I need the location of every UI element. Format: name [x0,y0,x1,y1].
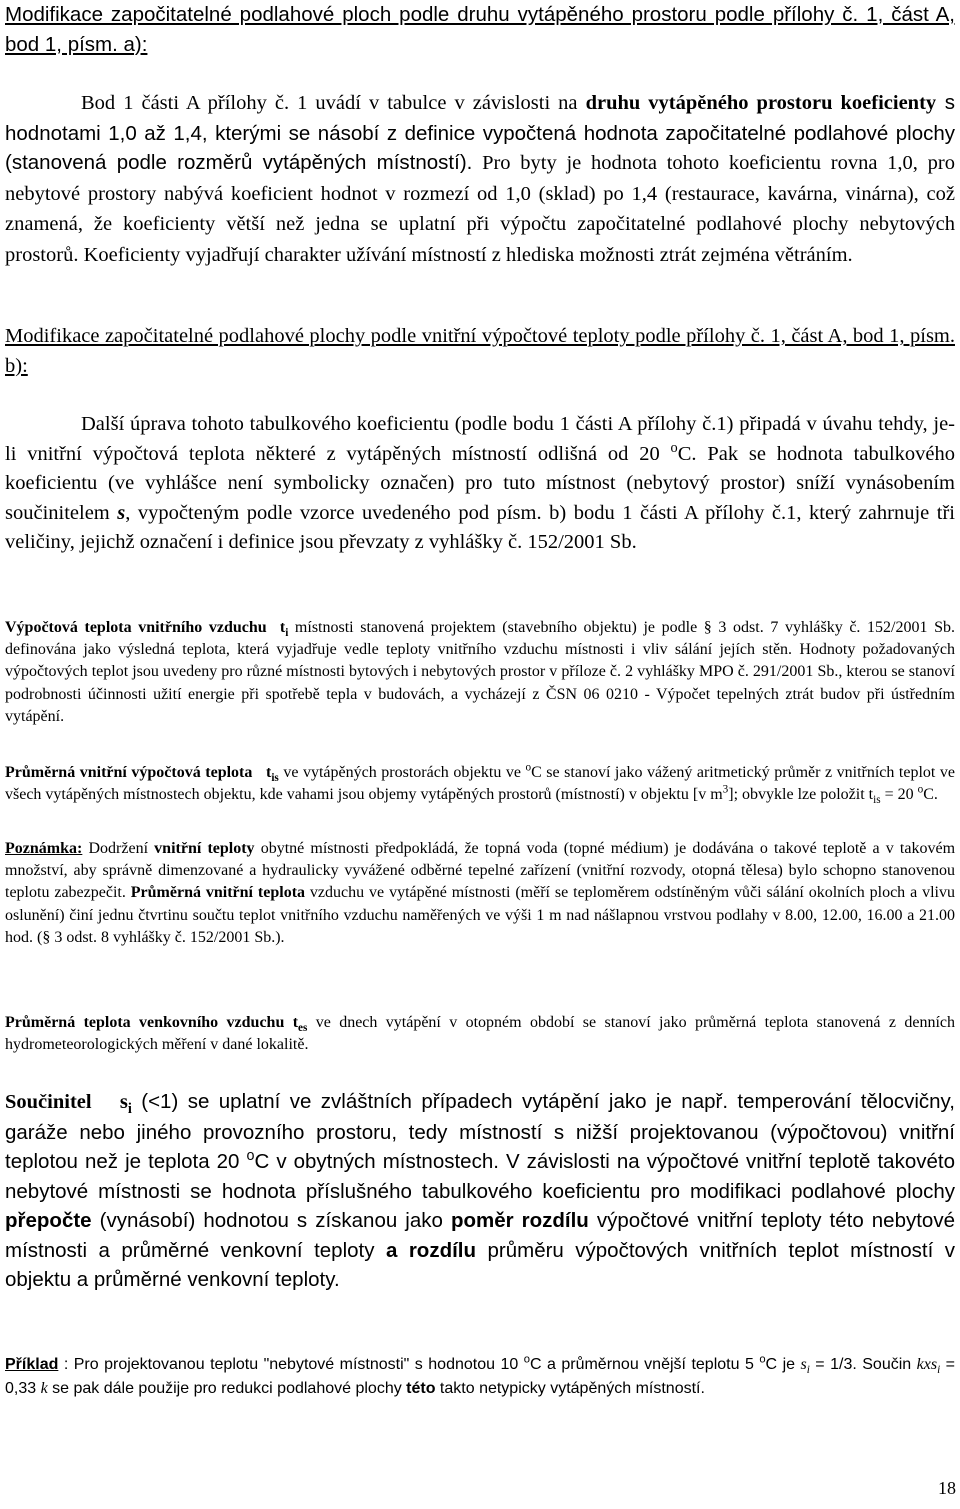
section-b-paragraph [5,410,955,558]
cubic-mark: 3 [722,783,729,796]
coef-text-5: průměru výpočtových vnitřních teplot místností v objektu a průměrné venkovní teploty. [5,1238,955,1291]
definition-ti [5,617,955,728]
example-text-7: takto netypicky vytápěných místností. [435,1379,705,1397]
note-text-2: obytné místnosti předpokládá, že topná voda (topné médium) je dodávána o takové teplotě a v takovém množství, aby správně dimenzované a hydraulicky vyvážené odběrné tepelné zařízení (vnitřní rozvody, otopná tělesa) bylo schopno stanovenou teplotu zabezpečit. [5,840,956,902]
coef-bold-3: a rozdílu [385,1238,477,1262]
coef-text-4: výpočtové vnitřní teploty této nebytové místnosti a průměrné venkovní teploty [5,1209,955,1262]
tes-text: ve dnech vytápění v otopném období se stanoví jako průměrná teplota stanovená z denních hydrometeorologických měření v dané lokalitě. [5,1014,956,1054]
example-text-3: C je [765,1356,801,1373]
section-a-heading: Modifikace započitatelné podlahové ploch podle druhu vytápěného prostoru podle přílohy č. 1, část A, bod 1, písm. a): [5,3,955,56]
coef-text-3: (vynásobí) hodnotou s získanou jako [91,1209,451,1232]
section-b-text-1: Další úprava tohoto tabulkového koeficientu (podle bodu 1 části A přílohy č.1) připadá v úvahu tehdy, je-li vnitřní výpočtová teplota některé z vytápěných místností odlišná od 20 [5,413,955,465]
section-b-text-3: , vypočteným podle vzorce uvedeného pod písm. b) bodu 1 části A přílohy č.1, který zahrnuje tři veličiny, jejichž označení i definice jsou převzaty z vyhlášky č. 152/2001 Sb. [5,501,955,553]
tes-label: Průměrná teplota venkovního vzduchu [5,1014,285,1031]
page-number: 18 [938,1478,956,1498]
note-bold-1: vnitřní teploty [154,840,255,857]
tes-symbol: t [292,1014,299,1031]
example-text-1: : Pro projektovanou teplotu "nebytové místnosti" s hodnotou 10 [58,1356,524,1373]
degree-mark: o [523,1353,530,1366]
example-k-symbol: k [40,1379,48,1397]
degree-mark: o [917,783,924,796]
tis-subscript: is [271,772,279,785]
section-b-text-2: C. Pak se hodnota tabulkového koeficientu (ve vyhlášce není symbolicky označen) pro tuto místnost (nebytový prostor) sníží vynásobením součinitelem [5,442,955,524]
coefficient-s-symbol: s [117,501,126,524]
degree-mark: o [759,1353,766,1366]
note-text-1: Dodržení [82,840,155,857]
tis-text-5: C. [923,786,938,804]
section-a-bold: druhu vytápěného prostoru koeficienty [585,92,937,114]
note-bold-2: Průměrná vnitřní teplota [130,884,306,902]
example-text-6: se pak dále použije pro redukci podlahové plochy [47,1379,407,1397]
ti-text: místnosti stanovená projektem (stavebního objektu) je podle § 3 odst. 7 vyhlášky č. 152/2001 Sb. definována jako výsledná teplota, která vyjadřuje vedle teploty vnitřního vzduchu místnosti i vliv sálání jejích stěn. Hodnoty požadovaných výpočtových teplot jsou uvedeny pro různé místnosti bytových i nebytových prostor v příloze č. 2 vyhlášky MPO č. 291/2001 Sb., kterou se stanoví podrobnosti účinnosti užití energie při spotřebě tepla v budovách, a vycházejí z ČSN 06 0210 - Výpočet tepelných ztrát budov při ústředním vytápění. [5,619,955,725]
example-bold: této [406,1379,436,1397]
coef-symbol: s [119,1091,128,1113]
coef-text-2: C v obytných místnostech. V závislosti na výpočtové vnitřní teplotě takovéto nebytové místnosti se hodnota příslušného tabulkového koeficientu pro modifikaci podlahové plochy [5,1150,955,1203]
example-text-5: = 0,33 [5,1356,955,1397]
example-s-symbol: s [800,1356,807,1373]
degree-mark: o [246,1148,255,1165]
section-a-text-2: s hodnotami 1,0 až 1,4, kterými se násobí z definice vypočtená hodnota započitatelné podlahové plochy (stanovená podle rozměrů vytápěných místností). [5,91,956,174]
tis-text-2: C se stanoví jako vážený aritmetický průměr z vnitřních teplot ve všech vytápěných místnostech objektu, kde vahami jsou objemy vytápěných prostorů (místností) v objektu [v m [5,764,956,804]
tes-subscript: es [298,1022,308,1035]
coef-text-1: (<1) se uplatní ve zvláštních případech vytápění jako je např. temperování tělocvičny, garáže nebo jiného provozního prostoru, tedy místností s nižší projektovanou (výpočtovou) vnitřní teplotou než je teplota 20 [5,1090,955,1173]
section-a-text-1: Bod 1 části A přílohy č. 1 uvádí v tabulce v závislosti na [81,92,586,114]
note-label: Poznámka: [5,840,83,857]
degree-mark: o [670,439,678,456]
definition-tes [5,1012,955,1056]
coefficient-paragraph [5,1087,955,1295]
coef-subscript: i [127,1101,132,1118]
coef-label: Součinitel [5,1091,92,1113]
example-product-k: kxs [916,1356,938,1373]
ti-label: Výpočtová teplota vnitřního vzduchu [5,619,267,636]
example-s-subscript: i [806,1364,810,1377]
ti-subscript: i [285,627,289,640]
coef-bold-2: poměr rozdílu [450,1209,589,1232]
coef-bold-1: přepočte [5,1209,92,1232]
definition-tis [5,762,955,806]
degree-mark: o [525,761,532,774]
ti-symbol: t [279,619,286,636]
tis-text-3: ]; obvykle lze položit t [728,786,874,804]
section-a-text-3: Pro byty je hodnota tohoto koeficientu rovna 1,0, pro nebytové prostory nabývá koeficient hodnot v rozmezí od 1,0 (sklad) po 1,4 (restaurace, kavárna, vinárna), což znamená, že koeficienty větší než jedna se uplatní při výpočtu započitatelné podlahové plochy nebytových prostorů. Koeficienty vyjadřují charakter užívání místností z hlediska možnosti ztrát zejména větráním. [5,152,955,266]
note-text-3: vzduchu ve vytápěné místnosti (měří se teploměrem odstíněným vůči sálání okolních ploch a vlivu oslunění) činí jednu čtvrtinu součtu teplot vnitřního vzduchu naměřených ve výši 1 m nad nášlapnou vrstvou podlahy v 8.00, 12.00, 16.00 a 21.00 hod. (§ 3 odst. 8 vyhlášky č. 152/2001 Sb.). [5,884,955,946]
section-a-paragraph [5,88,955,270]
example-label: Příklad [5,1356,59,1373]
example-product-subscript: i [937,1364,941,1377]
note-paragraph [5,838,955,949]
tis-text-4: = 20 [880,786,918,804]
tis-label: Průměrná vnitřní výpočtová teplota [5,764,253,781]
section-b-heading: Modifikace započitatelné podlahové plochy podle vnitřní výpočtové teploty podle přílohy č. 1, část A, bod 1, písm. b): [5,325,955,377]
tis-text-1: ve vytápěných prostorách objektu ve [278,764,526,781]
example-text-4: = 1/3. Součin [809,1356,917,1373]
tis-symbol: t [266,764,272,781]
example-paragraph [5,1353,955,1400]
tis-subscript-2: is [873,794,881,807]
example-text-2: C a průměrnou vnější teplotu 5 [529,1356,760,1373]
